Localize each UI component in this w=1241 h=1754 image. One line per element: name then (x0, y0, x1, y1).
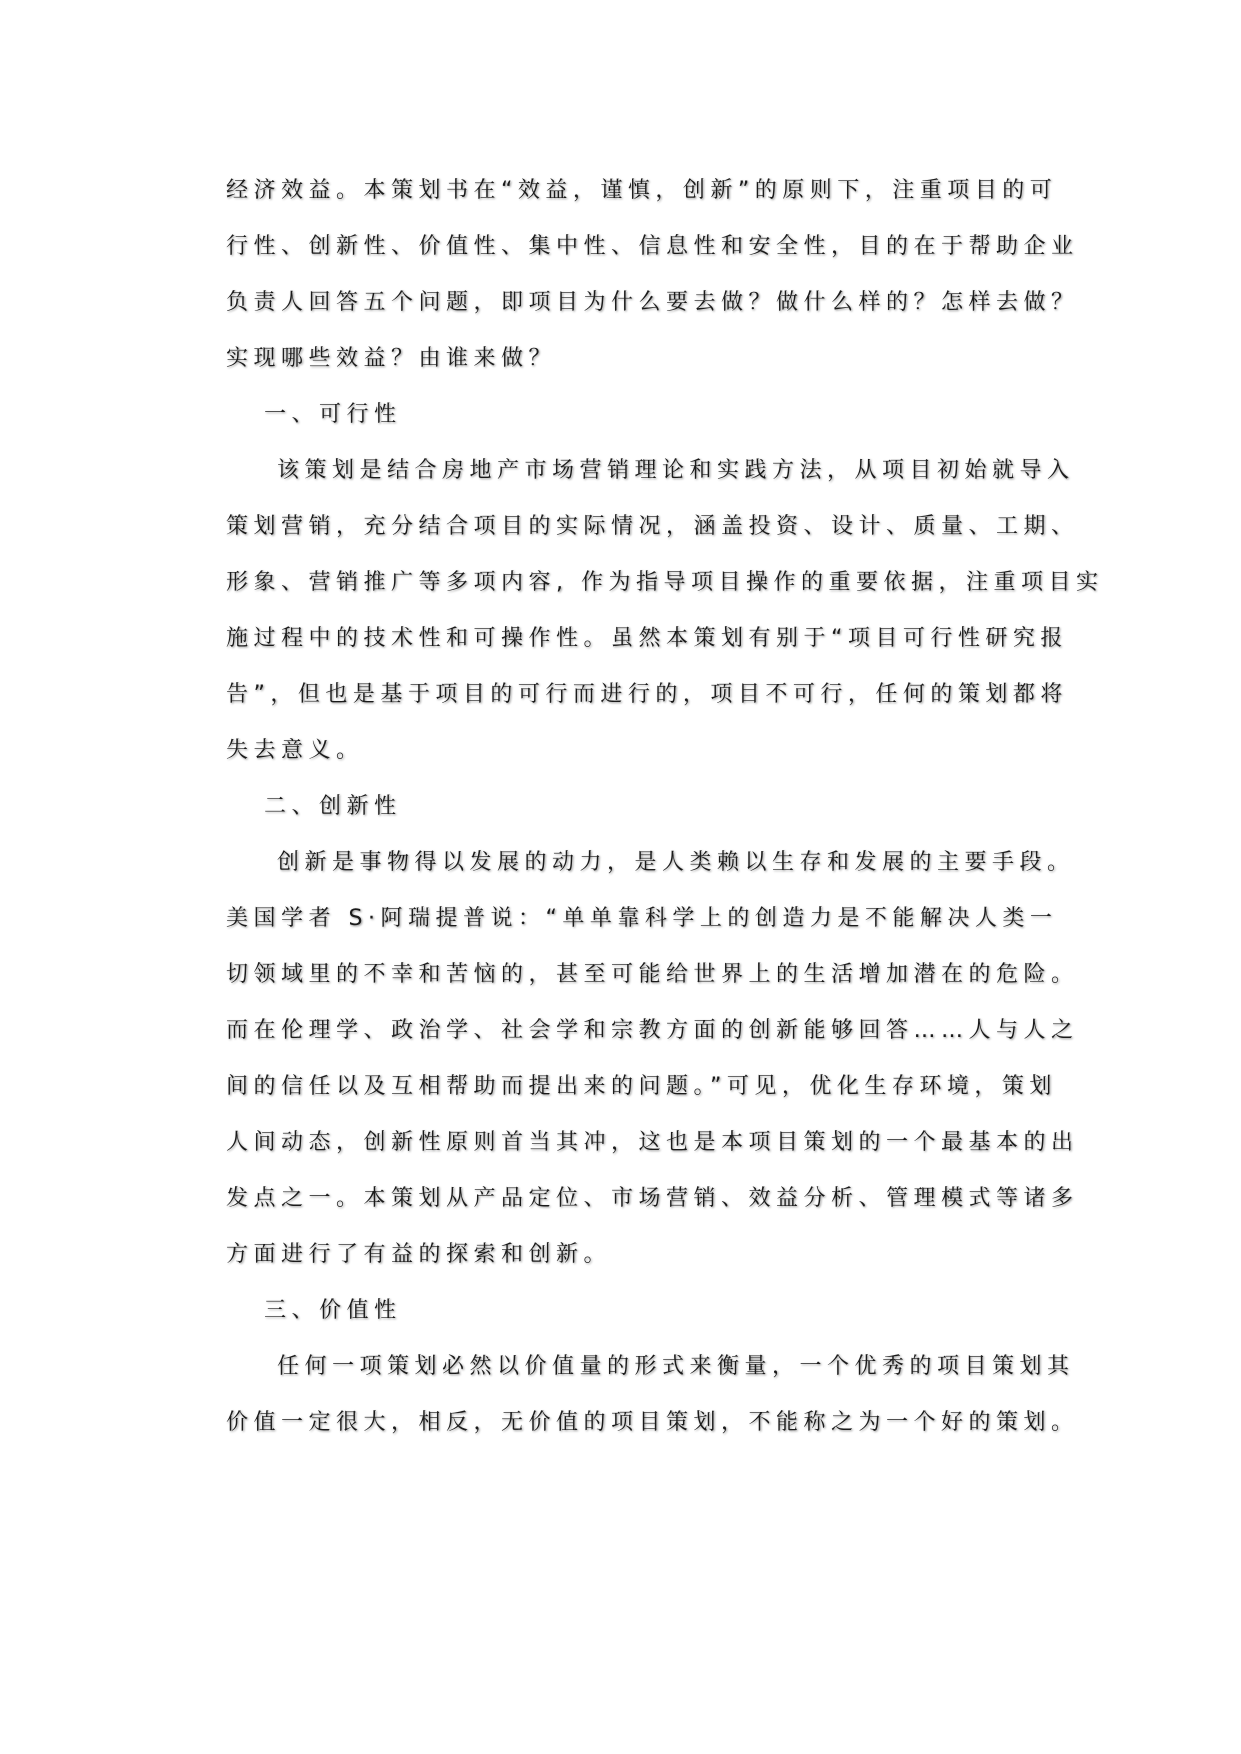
paragraph-line: 人间动态，创新性原则首当其冲，这也是本项目策划的一个最基本的出 (226, 1130, 1079, 1155)
paragraph-line: 施过程中的技术性和可操作性。虽然本策划有别于“项目可行性研究报 (226, 626, 1068, 651)
paragraph-line: 创新是事物得以发展的动力，是人类赖以生存和发展的主要手段。 (277, 850, 1075, 875)
paragraph-line: 发点之一。本策划从产品定位、市场营销、效益分析、管理模式等诸多 (226, 1186, 1079, 1211)
paragraph-line: 该策划是结合房地产市场营销理论和实践方法，从项目初始就导入 (277, 458, 1075, 483)
paragraph-line: 负责人回答五个问题，即项目为什么要去做？做什么样的？怎样去做？ (226, 290, 1079, 315)
paragraph-line: 美国学者 S·阿瑞提普说：“单单靠科学上的创造力是不能解决人类一 (226, 906, 1058, 931)
paragraph-line: 方面进行了有益的探索和创新。 (226, 1242, 612, 1267)
paragraph-line: 任何一项策划必然以价值量的形式来衡量，一个优秀的项目策划其 (277, 1354, 1075, 1379)
paragraph-line: 实现哪些效益？由谁来做？ (226, 346, 557, 371)
paragraph-line: 间的信任以及互相帮助而提出来的问题。”可见，优化生存环境，策划 (226, 1074, 1057, 1099)
section-heading-innovation: 二、创新性 (264, 794, 402, 819)
paragraph-line: 行性、创新性、价值性、集中性、信息性和安全性，目的在于帮助企业 (226, 234, 1079, 259)
paragraph-line: 切领域里的不幸和苦恼的，甚至可能给世界上的生活增加潜在的危险。 (226, 962, 1079, 987)
paragraph-line: 经济效益。本策划书在“效益，谨慎，创新”的原则下，注重项目的可 (226, 178, 1058, 203)
section-heading-value: 三、价值性 (264, 1298, 402, 1323)
section-heading-feasibility: 一、可行性 (264, 402, 402, 427)
paragraph-line: 失去意义。 (226, 738, 364, 763)
paragraph-line: 告”，但也是基于项目的可行而进行的，项目不可行，任何的策划都将 (226, 682, 1068, 707)
paragraph-line: 形象、营销推广等多项内容, 作为指导项目操作的重要依据，注重项目实 (226, 570, 1104, 595)
paragraph-line: 策划营销，充分结合项目的实际情况，涵盖投资、设计、质量、工期、 (226, 514, 1079, 539)
paragraph-line: 而在伦理学、政治学、社会学和宗教方面的创新能够回答……人与人之 (226, 1018, 1079, 1043)
paragraph-line: 价值一定很大，相反，无价值的项目策划，不能称之为一个好的策划。 (226, 1410, 1079, 1435)
